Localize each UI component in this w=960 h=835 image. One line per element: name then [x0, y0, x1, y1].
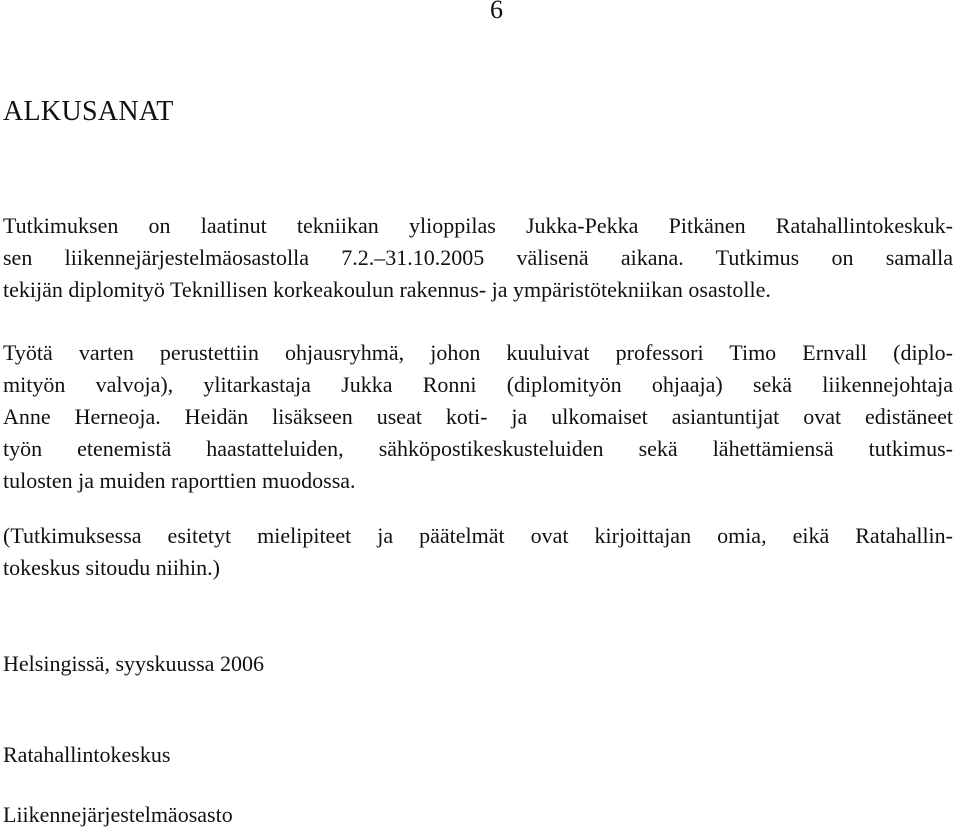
paragraph-line: Tutkimuksen on laatinut tekniikan ylioppilas Jukka-Pekka Pitkänen Ratahallintokeskuk- [3, 213, 953, 238]
paragraph-line: Anne Herneoja. Heidän lisäkseen useat koti- ja ulkomaiset asiantuntijat ovat edistäneet [3, 404, 953, 429]
organization-name: Ratahallintokeskus [3, 742, 171, 767]
paragraph-line: tokeskus sitoudu niihin.) [3, 555, 220, 580]
paragraph-line: sen liikennejärjestelmäosastolla 7.2.–31.10.2005 välisenä aikana. Tutkimus on samalla [3, 245, 953, 270]
paragraph-line: Työtä varten perustettiin ohjausryhmä, johon kuuluivat professori Timo Ernvall (diplo- [3, 340, 953, 365]
paragraph-line: mityön valvoja), ylitarkastaja Jukka Ronni (diplomityön ohjaaja) sekä liikennejohtaja [3, 372, 953, 397]
paragraph-line: (Tutkimuksessa esitetyt mielipiteet ja päätelmät ovat kirjoittajan omia, eikä Ratahallin- [3, 523, 953, 548]
paragraph-author-info [3, 210, 953, 306]
paragraph-line: työn etenemistä haastatteluiden, sähköpostikeskusteluiden sekä lähettämiensä tutkimus- [3, 436, 953, 461]
section-heading: ALKUSANAT [3, 96, 174, 127]
paragraph-line: tekijän diplomityö Teknillisen korkeakoulun rakennus- ja ympäristötekniikan osastolle. [3, 277, 771, 302]
paragraph-line: tulosten ja muiden raporttien muodossa. [3, 468, 356, 493]
paragraph-disclaimer [3, 520, 953, 584]
place-and-date: Helsingissä, syyskuussa 2006 [3, 651, 264, 676]
page-number: 6 [490, 0, 503, 24]
department-name: Liikennejärjestelmäosasto [3, 802, 233, 827]
paragraph-steering-group [3, 337, 953, 497]
